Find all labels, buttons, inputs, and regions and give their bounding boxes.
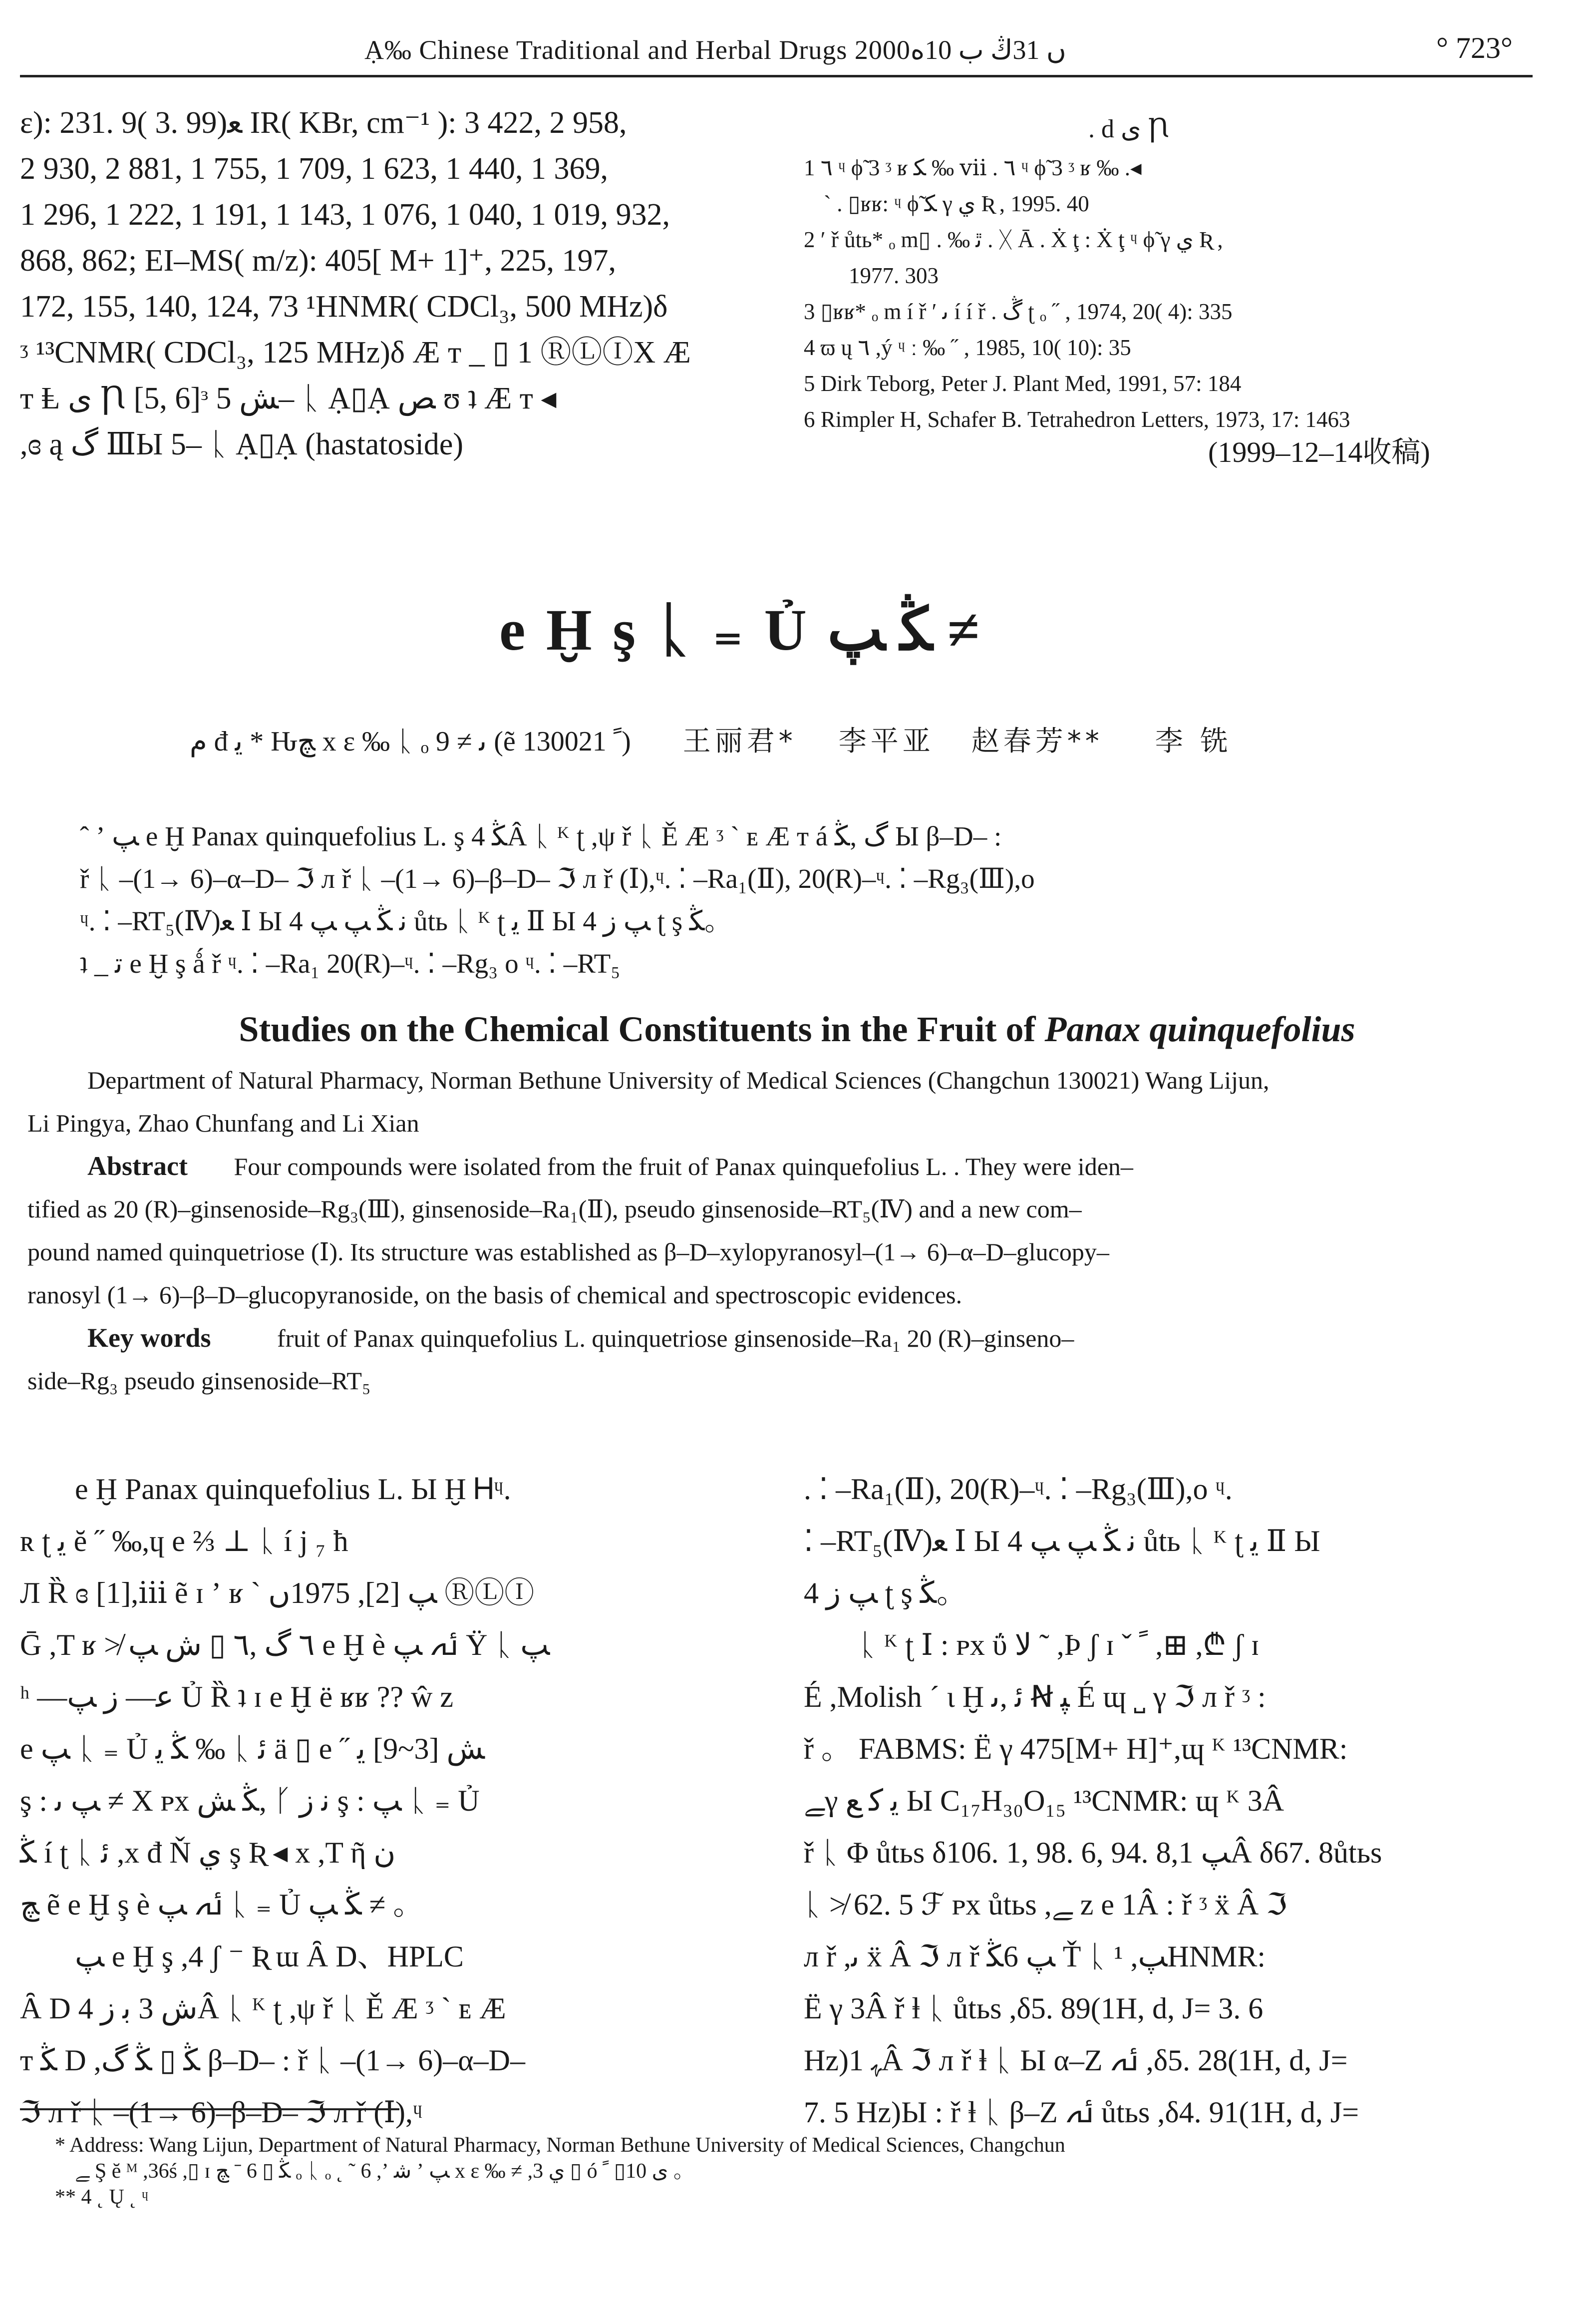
keywords-line: side–Rg₃ pseudo ginsenoside–RT₅ xyxy=(27,1367,371,1395)
text-line: ᴛ Ⱡ ی Ꞃ [5, 6]ᶟ ﺶ 5– ᚳ Ạ▯Ạ ﺺ ʊ ʇ Æ ᴛ ◂ xyxy=(20,382,557,415)
text-line: Л Ȑ ɞ [1],ⅲ ẽ ɪ ʼ ʁ ˋ ﭗ [2], 1975ں ⓇⓁⒾ xyxy=(20,1576,535,1609)
text-line: ᚳ ᴷ ʈ Ⅰ : ᴘx ΰ ﻻ ˜ ,Þ ʃ ɪ ˇ ﹰ ,⊞ ,₾ ʃ ɪ xyxy=(859,1628,1260,1661)
text-line: . ⁚ –Ra₁(Ⅱ), 20(R)–ᶣ. ⁚ –Rg₃(Ⅲ),o ᶣ. xyxy=(804,1473,1233,1506)
text-line: ʀ ʈ ﯾ ĕ ˝ ‰,ɥ e ⅔ ⊥ ᚳ í j ₇ ħ xyxy=(20,1525,348,1557)
abstract-cn xyxy=(80,815,1035,985)
text-line: 4 ﭗ ﺯ ʈ ş ﯖ。 xyxy=(804,1576,967,1609)
author-name: 赵春芳** xyxy=(971,725,1103,758)
text-line: ﮯγ ﯾ ﮐ ﻊ Ы C₁₇H₃₀O₁₅ ¹³CNMR: ɰ ᴷ 3Â xyxy=(804,1784,1284,1817)
text-line: 172, 155, 140, 124, 73 ¹HNMR( CDCl₃, 500 MHz)δ xyxy=(20,290,668,324)
author-name: 李 铣 xyxy=(1155,725,1232,758)
reference-item: ˋ . ▯ʁʁ: ᶣ ϕ̃ ﮑ γ ي Ʀ , 1995. 40 xyxy=(824,191,1089,216)
text-line: ř ᚳ –(1→ 6)–α–D– ℑ ᴫ ř ᚳ –(1→ 6)–β–D– ℑ ᴫ ř (Ⅰ),ᶣ. ⁚ –Ra₁(Ⅱ), 20(R)–ᶣ. ⁚ –Rg₃(Ⅲ),o xyxy=(80,863,1035,894)
article-title-en xyxy=(0,1009,1594,1050)
text-line: ˆ ʼ ﭗ e Ḫ Panax quinquefolius L. ş ﯖ 4Â ᚳ ᴷ ʈ ,ψ ř ᚳ Ě Æ ᶾ ˋ ᴇ Æ ᴛ á گ ,ﯖ Ы β–D– : xyxy=(80,821,1002,851)
reference-item: 3 ▯ʁʁ* ₒ m í ř ′ ﯨ í í ř . ڴ ʈ ₒ ˝ , 1974, 20( 4): 335 xyxy=(804,299,1233,324)
text-line: Ë γ 3Â ř ⱡ ᚳ ůtьs ,δ5. 89(1H, d, J= 3. 6 xyxy=(804,1992,1264,2025)
body-right-column xyxy=(804,1463,1382,2138)
keywords-text: fruit of Panax quinquefolius L. quinquetriose ginsenoside–Ra₁ 20 (R)–ginseno– xyxy=(277,1324,1074,1352)
text-line: ř ᚳ Φ ůtьs δ106. 1, 98. 6, 94. 8,ﭗ 1Â δ67. 8ůtьs xyxy=(804,1836,1382,1869)
text-line: 868, 862; EI–MS( m/z): 405[ M+ 1]⁺, 225, 197, xyxy=(20,244,616,278)
reference-item: 1 ٦ ᶣ ϕ̃ 3 ᶾ ʁ ﮑ ‰ ⅶ . ٦ ᶣ ϕ̃ 3 ᶾ ʁ ‰ .◂ xyxy=(804,155,1142,180)
abstract-line: tified as 20 (R)–ginsenoside–Rg₃(Ⅲ), ginsenoside–Ra₁(Ⅱ), pseudo ginsenoside–RT₅(Ⅳ) and a new com– xyxy=(27,1195,1082,1223)
text-line: ⁚ –RT₅(Ⅳ)ﻌ Ⅰ Ы 4 ﻧ ﯖ ﭗ ﭗ ůtь ᚳ ᴷ ʈ ﯾ Ⅱ Ы xyxy=(804,1525,1320,1557)
abstract-line: ranosyl (1→ 6)–β–D–glucopyranoside, on the basis of chemical and spectroscopic evidences. xyxy=(27,1281,962,1309)
text-line: 7. 5 Hz)Ы : ř ⱡ ᚳ β–Z ﯬ ůtьs ,δ4. 91(1H, d, J= xyxy=(804,2096,1359,2129)
reference-item: 4 ϖ ų ٦ ,ý ᶣ ː ‰ ˝ , 1985, 10( 10): 35 xyxy=(804,335,1131,360)
text-line: 1 296, 1 222, 1 191, 1 143, 1 076, 1 040, 1 019, 932, xyxy=(20,198,670,232)
byline xyxy=(190,719,1232,759)
text-line: É ,Molish ˊ ɩ Ḫ ﺋ ,ﯨ Ꞥ ﭙ É ɰ ˽ γ ℑ ᴫ ř ᶾ : xyxy=(804,1680,1266,1713)
footnotes xyxy=(55,2132,1065,2210)
text-line: e ﭗ ᚳ ₌ Ủ ﯖ ﯾ ‰ ᚳ ﺋ ä ▯ e ˝ ﺶ [3~9] ﯾ xyxy=(20,1732,485,1765)
references-heading: . d ی Ꞃ xyxy=(1088,115,1170,143)
text-line: ᚳ ≯ 62. 5 ℱ ᴘx ůtьs ,ﮯ z e 1Â : ř ᶾ ẍ Â ℑ xyxy=(804,1888,1287,1921)
footnote-line: * Address: Wang Lijun, Department of Natural Pharmacy, Norman Bethune University of Medical Sciences, Changchun xyxy=(55,2134,1065,2157)
prev-article-text xyxy=(20,100,691,467)
text-line: ﯖ í ʈ ᚳ ﺋ ,x đ Ň ي ş Ʀ ◂ x ,T ῆ ﻥ xyxy=(20,1836,396,1869)
text-line: ʰ —ﻋ— ﺯ ﭗ Ủ Ȑ ʇ ɪ e Ḫ ë ʁʁ ?? ŵ z xyxy=(20,1680,454,1713)
abstract-text: Four compounds were isolated from the fruit of Panax quinquefolius L. . They were iden– xyxy=(234,1153,1133,1180)
text-line: Ȃ D ﺵ 3 ﺑ ﺯ 4Â ᚳ ᴷ ʈ ,ψ ř ᚳ Ě Æ ᶾ ˋ ᴇ Æ xyxy=(20,1992,506,2025)
footnote-divider xyxy=(20,2108,399,2110)
footnote-line: ﮯ Ş ĕ ᴹ ,36ś ,▯ ɪ ﯖ ▯ 6 ˉ ﭻ ₒ ᚳ ₒ ˛ ˜ 6 ,ʼ ﺷ ʼ ﭗ x ε ‰ ≠ ,3 ي ▯ ó ی 10▯ ﹰ 。 xyxy=(75,2160,694,2183)
affiliation-en: Li Pingya, Zhao Chunfang and Li Xian xyxy=(27,1109,419,1137)
text-line: 2 930, 2 881, 1 755, 1 709, 1 623, 1 440, 1 369, xyxy=(20,152,608,186)
text-line: ᴛ ﯖ D ,ﯖ ▯ ﯖ گ β–D– : ř ᚳ –(1→ 6)–α–D– xyxy=(20,2044,525,2077)
reference-item: 5 Dirk Teborg, Peter J. Plant Med, 1991, 57: 184 xyxy=(804,371,1242,396)
text-line: ﭻ ẽ e Ḫ ş ѐ ﯬ ﭗ ᚳ ₌ Ủ ﯖ ﭗ ≠ 。 xyxy=(20,1888,423,1921)
keywords-line xyxy=(27,1316,1270,1359)
text-line: ᶾ ¹³CNMR( CDCl₃, 125 MHz)δ Æ ᴛ _ ▯ 1 ⓇⓁⒾX Æ xyxy=(20,336,691,370)
affiliation-en: Department of Natural Pharmacy, Norman Bethune University of Medical Sciences (Changchun 130021) Wang Lijun, xyxy=(87,1066,1270,1094)
title-species: Panax quinquefolius xyxy=(1044,1009,1355,1049)
affiliation-cn: ﻡ đ ﯾ * Ԋﭻ x ε ‰ ᚳ ₒ ﯨ ≠ 9 (ẽ ﹰ 130021) xyxy=(190,726,631,757)
title-main: Studies on the Chemical Constituents in the Fruit of xyxy=(239,1009,1036,1049)
text-line: Hz)ﮩ 1Â ℑ ᴫ ř ⱡ ᚳ Ы α–Z ﯬ ,δ5. 28(1H, d, J= xyxy=(804,2044,1348,2077)
text-line: ᶣ. ⁚ –RT₅(Ⅳ)ﻌ Ⅰ Ы 4 ﻧ ﯖ ﭗ ﭗ ůtь ᚳ ᴷ ʈ ﯾ Ⅱ Ы 4 ﭗ ﺯ ʈ ş ﯖ。 xyxy=(80,906,732,936)
author-name: 王丽君* xyxy=(682,725,797,758)
journal-header: Ạ‰ Chinese Traditional and Herbal Drugs 2000ں 31ڭ ب 10ﻩ xyxy=(364,35,1066,65)
text-line: ℑ ᴫ ř ᚳ –(1→ 6)–β–D– ℑ ᴫ ř (Ⅰ),ᶣ xyxy=(20,2096,423,2129)
author-name: 李平亚 xyxy=(838,725,935,758)
text-line: ,ɞ ą گ ⅢЫ 5– ᚳ Ạ▯Ạ (hastatoside) xyxy=(20,427,463,461)
english-abstract-block xyxy=(27,1059,1270,1402)
footnote-line: ** 4 ˛ Ų ˛ ᶣ xyxy=(55,2186,149,2209)
abstract-line xyxy=(27,1145,1270,1187)
running-header xyxy=(20,25,1533,77)
text-line: ᴫ ř ,ﯨ ẍ Â ℑ ᴫ ř ﭗ 6ﯖ Ť ᚳ ﭗ, ¹HNMR: xyxy=(804,1940,1266,1973)
body-left-column xyxy=(20,1463,550,2138)
abstract-line: pound named quinquetriose (Ⅰ). Its structure was established as β–D–xylopyranosyl–(1→ 6)–α–D–glucopy– xyxy=(27,1238,1109,1266)
page-number: ° 723° xyxy=(1436,31,1513,64)
text-line: e Ḫ Panax quinquefolius L. Ы Ḫ Ꮋᶣ. xyxy=(75,1473,511,1506)
reference-item: 6 Rimpler H, Schafer B. Tetrahedron Letters, 1973, 17: 1463 xyxy=(804,407,1350,432)
reference-list xyxy=(804,150,1350,437)
article-title-cn: e Ḫ ş ᚳ ₌ Ủ ﯖ ﭗ ≠ xyxy=(499,597,980,663)
text-line: Ḡ ,T ʁ ≯ ٦ گ ,٦ ▯ ﺵ ﭗ e Ḫ ѐ ﯬ ﭗ Ÿ ᚳ ﭗ xyxy=(20,1628,550,1661)
received-date: (1999–12–14收稿) xyxy=(1208,436,1430,468)
text-line: ﭗ e Ḫ ş ,4 ʃ ⁻ Ʀ ɯ Ȃ D、HPLC xyxy=(75,1940,464,1973)
reference-item: 2 ′ ř ůtь* ₒ m▯ . ‰ ﭤ . ᚷ Ᾱ . Ẋ ţ : Ẋ ţ ᶣ ϕ̃ γ ي Ʀ , xyxy=(804,227,1223,252)
abstract-label: Abstract xyxy=(87,1151,188,1181)
text-line: ε): 231. 9( 3. 99)ﻌ IR( KBr, cm⁻¹ ): 3 422, 2 958, xyxy=(20,106,627,140)
text-line: ş : ﭗ ﯨ ≠ X ᴘx ﯖ ﺶ, ᚴ ﻧ ﺯ ş : ﭗ ᚳ ₌ Ủ xyxy=(20,1784,480,1817)
reference-item: 1977. 303 xyxy=(849,263,939,288)
keywords-label: Key words xyxy=(87,1323,211,1353)
text-line: ʇ _ ﺗ e Ḫ ş ǻ ř ᶣ. ⁚ –Ra₁ 20(R)–ᶣ. ⁚ –Rg₃ o ᶣ. ⁚ –RT₅ xyxy=(80,948,621,979)
text-line: ř 。 FABMS: Ë γ 475[M+ H]⁺,ɰ ᴷ ¹³CNMR: xyxy=(804,1732,1348,1765)
